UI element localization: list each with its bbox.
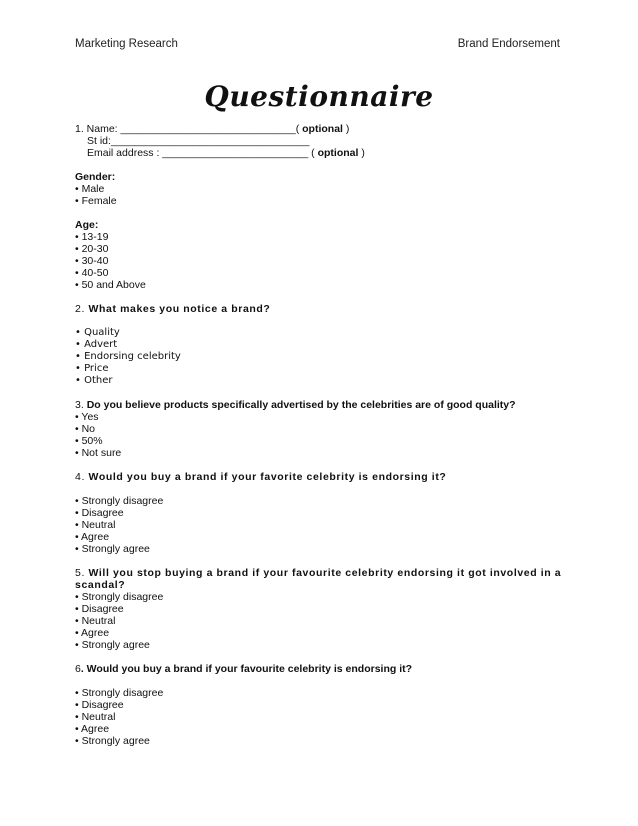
list-item: • Female [75,195,565,207]
gender-options [75,183,565,207]
name-optional: optional [302,123,343,135]
email-prefix: Email address : _________________________ ( [87,147,318,159]
list-item: • 50 and Above [75,279,565,291]
list-item: • Strongly agree [75,735,565,747]
list-item: • Yes [75,411,565,423]
list-item: • Male [75,183,565,195]
name-field [75,123,565,135]
q6-text: . Would you buy a brand if your favourite celebrity is endorsing it? [80,663,413,675]
q5-number: 5. [75,567,85,579]
list-item: • Strongly disagree [75,495,565,507]
list-item: • 40-50 [75,267,565,279]
list-item: • Neutral [75,711,565,723]
q3-number: 3. [75,399,84,411]
q6-options [75,687,565,747]
email-optional: optional [317,147,359,159]
page-title: Questionnaire [204,80,434,113]
list-item: • Price [75,363,565,375]
list-item: • Strongly agree [75,543,565,555]
list-item: • Disagree [75,507,565,519]
list-item: • Disagree [75,603,565,615]
list-item: • Not sure [75,447,565,459]
q5-text: Will you stop buying a brand if your favourite celebrity endorsing it got involved in a scandal? [75,567,562,591]
q4-text: Would you buy a brand if your favorite celebrity is endorsing it? [88,471,447,483]
q5-options [75,591,565,651]
stid-field: St id:__________________________________ [87,135,310,147]
name-paren-close: ) [342,123,350,135]
list-item: • Disagree [75,699,565,711]
gender-label: Gender: [75,171,116,183]
list-item: • Endorsing celebrity [75,351,565,363]
list-item: • Strongly disagree [75,591,565,603]
list-item: • Strongly disagree [75,687,565,699]
list-item: • Strongly agree [75,639,565,651]
question-6 [75,663,565,675]
q3-options [75,411,565,459]
q2-text: What makes you notice a brand? [88,303,271,315]
name-prefix: 1. Name: ______________________________ [75,123,296,135]
age-options [75,231,565,291]
list-item: • Quality [75,327,565,339]
list-item: • Neutral [75,519,565,531]
q6-number: 6 [75,663,81,675]
list-item: • Agree [75,531,565,543]
list-item: • 30-40 [75,255,565,267]
question-4 [75,471,565,483]
questionnaire-body [75,123,565,747]
email-paren-close: ) [358,147,365,159]
q2-options [75,327,565,387]
header-right: Brand Endorsement [457,38,560,50]
list-item: • Agree [75,723,565,735]
question-3 [75,399,565,411]
name-paren-open: ( [295,123,303,135]
list-item: • No [75,423,565,435]
question-2 [75,303,565,315]
q3-text: Do you believe products specifically advertised by the celebrities are of good quality? [86,399,516,411]
list-item: • 50% [75,435,565,447]
email-field [75,147,565,159]
list-item: • Advert [75,339,565,351]
question-5 [75,567,565,591]
list-item: • Agree [75,627,565,639]
age-label: Age: [75,219,99,231]
q4-number: 4. [75,471,85,483]
header-left: Marketing Research [75,38,178,50]
q2-number: 2. [75,303,85,315]
list-item: • Other [75,375,565,387]
list-item: • Neutral [75,615,565,627]
list-item: • 20-30 [75,243,565,255]
q4-options [75,495,565,555]
list-item: • 13-19 [75,231,565,243]
